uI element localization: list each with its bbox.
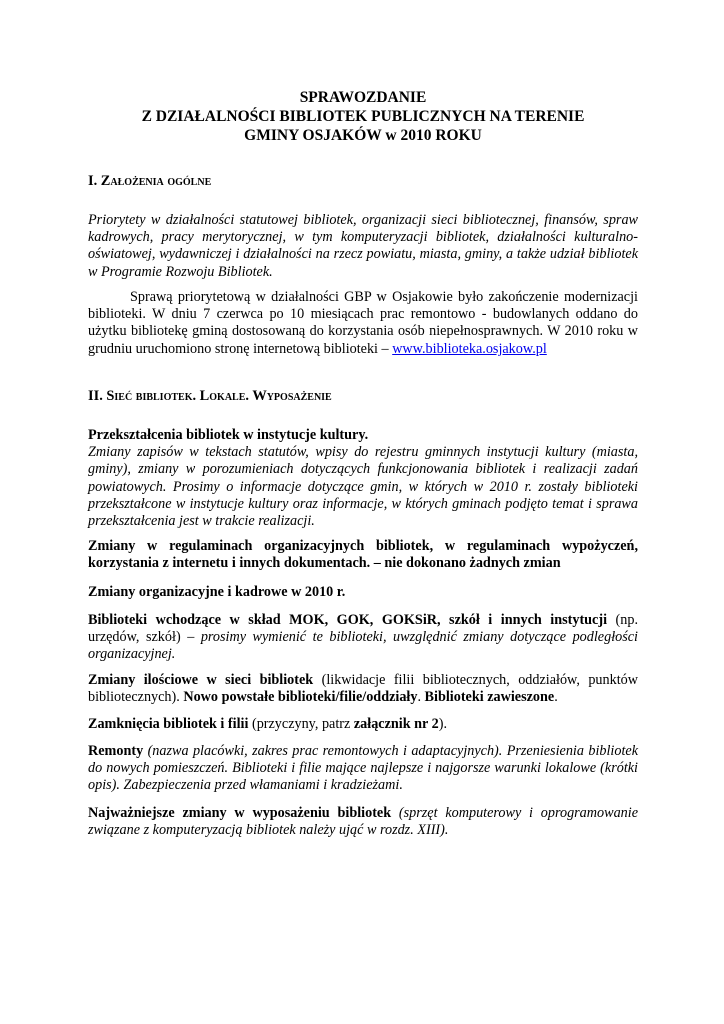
paragraph-institutions: [88, 612, 638, 664]
paragraph-quantity-title: Zmiany ilościowe w sieci bibliotek: [88, 672, 314, 688]
paragraph-closures-title: Zamknięcia bibliotek i filii: [88, 716, 249, 732]
paragraph-new-libraries: Nowo powstałe biblioteki/filie/oddziały: [183, 689, 418, 706]
paragraph-org-changes: Zmiany organizacyjne i kadrowe w 2010 r.: [88, 584, 346, 600]
paragraph-quantity-separator: .: [417, 689, 425, 706]
section-2-heading: II. Sieć bibliotek. Lokale. Wyposażenie: [88, 388, 332, 404]
paragraph-renovations-text: (nazwa placówki, zakres prac remontowych i adaptacyjnych). Przeniesienia bibliotek do nowych pomieszczeń. Biblioteki i filie mające najlepsze i najgorsze warunki lokalowe (krótki opis). Zabezpieczenia przed włamaniami i kradzieżami.: [88, 743, 638, 794]
paragraph-renovations-title: Remonty: [88, 743, 144, 759]
title-line-3: GMINY OSJAKÓW w 2010 ROKU: [244, 127, 482, 144]
section-1-body-text: Sprawą priorytetową w działalności GBP w Osjakowie było zakończenie modernizacji biblioteki. W dniu 7 czerwca po 10 miesiącach prac remontowo - budowlanych oddano do użytku bibliotekę gminą dostosowaną do korzystania osób niepełnosprawnych. W 2010 roku w grudniu uruchomiono stronę internetową biblioteki –: [88, 289, 638, 357]
section-1-body: [88, 289, 638, 358]
paragraph-quantity-note: (likwidacje filii bibliotecznych, oddziałów, punktów bibliotecznych).: [88, 672, 638, 706]
paragraph-transformations-text: Zmiany zapisów w tekstach statutów, wpisy do rejestru gminnych instytucji kultury (miasta, gminy), zmiany w porozumieniach dotyczących funkcjonowania bibliotek i realizacji zadań powiatowych. Prosimy o informacje dotyczące gmin, w których w 2010 r. zostały biblioteki przekształcone w instytucje kultury oraz informacje, w których gminach podjęto temat i sprawa przekształcenia jest w trakcie realizacji.: [88, 444, 638, 530]
paragraph-equipment-text: (sprzęt komputerowy i oprogramowanie związane z komputeryzacją bibliotek należy ująć w rozdz. XIII).: [88, 805, 639, 839]
paragraph-institutions-text: – prosimy wymienić te biblioteki, uwzględnić zmiany dotyczące podległości organizacyjnej.: [88, 629, 638, 663]
paragraph-renovations: [88, 743, 638, 795]
section-1-heading: I. Założenia ogólne: [88, 173, 212, 189]
document-title: [88, 88, 638, 145]
paragraph-quantity: [88, 672, 638, 706]
paragraph-institutions-title: Biblioteki wchodzące w skład MOK, GOK, GOKSiR, szkół i innych instytucji: [88, 612, 608, 628]
paragraph-equipment: [88, 805, 638, 839]
paragraph-transformations-title: Przekształcenia bibliotek w instytucje kultury.: [88, 427, 369, 443]
website-link[interactable]: www.biblioteka.osjakow.pl: [392, 340, 547, 357]
paragraph-equipment-title: Najważniejsze zmiany w wyposażeniu bibliotek: [88, 805, 392, 821]
paragraph-suspended: Biblioteki zawieszone: [424, 689, 555, 706]
paragraph-closures-note: (przyczyny, patrz: [248, 716, 354, 732]
paragraph-quantity-end: .: [554, 689, 558, 706]
attachment-reference: załącznik nr 2: [353, 716, 439, 732]
paragraph-institutions-note: (np. urzędów, szkół): [88, 612, 638, 646]
section-1-intro: Priorytety w działalności statutowej bibliotek, organizacji sieci bibliotecznej, finansów, spraw kadrowych, pracy merytorycznej, w tym komputeryzacji bibliotek, działalności kulturalno-oświatowej, wydawniczej i działalności na rzecz powiatu, miasta, gminy, a także udział bibliotek w Programie Rozwoju Bibliotek.: [88, 212, 638, 280]
title-line-2: Z DZIAŁALNOŚCI BIBLIOTEK PUBLICZNYCH NA TERENIE: [141, 108, 585, 125]
paragraph-closures-end: ).: [438, 716, 448, 732]
paragraph-regulations: Zmiany w regulaminach organizacyjnych bibliotek, w regulaminach wypożyczeń, korzystania z internetu i innych dokumentach. – nie dokonano żadnych zmian: [88, 538, 638, 572]
paragraph-transformations: [88, 427, 638, 530]
title-line-1: SPRAWOZDANIE: [299, 89, 427, 106]
paragraph-closures: [88, 716, 638, 733]
